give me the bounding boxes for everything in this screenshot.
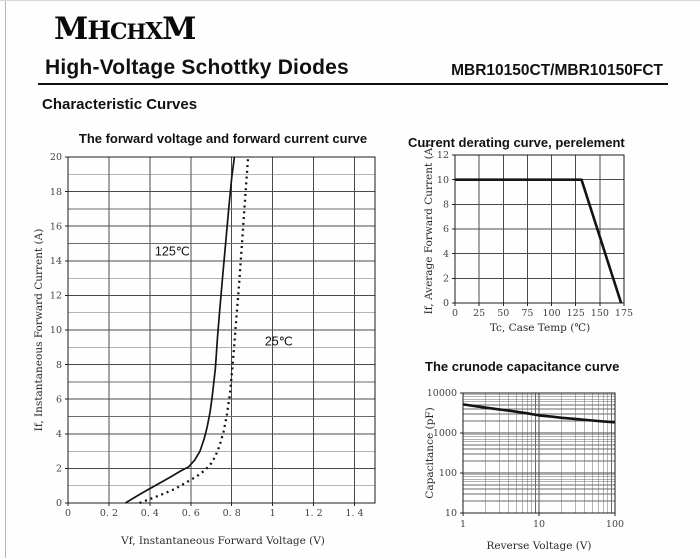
x-axis-label: Tc, Case Temp (℃) xyxy=(489,322,591,334)
brand-logo-letter: X xyxy=(145,18,163,45)
part-number: MBR10150CT/MBR10150FCT xyxy=(451,62,663,79)
svg-text:0. 4: 0. 4 xyxy=(140,508,159,519)
svg-text:1: 1 xyxy=(459,519,467,530)
svg-text:10: 10 xyxy=(444,508,457,520)
svg-text:150: 150 xyxy=(590,308,609,319)
svg-text:125: 125 xyxy=(566,308,585,319)
svg-text:175: 175 xyxy=(614,308,634,319)
chart-title: The crunode capacitance curve xyxy=(425,359,620,374)
svg-text:0: 0 xyxy=(64,508,72,519)
svg-text:10: 10 xyxy=(532,519,546,530)
y-axis-label: If, Instantaneous Forward Current (A) xyxy=(33,228,45,432)
forward-voltage-current-chart xyxy=(30,127,395,551)
y-axis-label: If, Average Forward Current (A) xyxy=(423,143,435,315)
svg-text:100: 100 xyxy=(438,468,457,480)
chart-title: Current derating curve, perelement xyxy=(408,135,625,150)
svg-text:0. 2: 0. 2 xyxy=(99,508,119,519)
svg-text:0: 0 xyxy=(55,498,62,510)
page-border-top xyxy=(0,0,700,1)
svg-text:2: 2 xyxy=(442,273,449,285)
brand-logo xyxy=(54,11,196,47)
svg-text:1: 1 xyxy=(269,508,276,519)
svg-text:2: 2 xyxy=(55,463,62,475)
header-rule xyxy=(38,83,668,85)
section-heading: Characteristic Curves xyxy=(42,96,198,113)
tick-labels xyxy=(50,152,364,519)
svg-text:8: 8 xyxy=(442,199,449,211)
grid-lines xyxy=(68,157,375,503)
tick-labels xyxy=(427,388,624,530)
svg-text:4: 4 xyxy=(55,429,62,440)
current-derating-chart xyxy=(400,132,700,344)
page-border-left xyxy=(5,0,6,558)
svg-text:0: 0 xyxy=(442,298,449,310)
svg-text:4: 4 xyxy=(442,248,449,260)
svg-text:0: 0 xyxy=(451,308,459,319)
y-axis-label: Capacitance (pF) xyxy=(424,407,436,499)
svg-text:0. 8: 0. 8 xyxy=(222,508,241,519)
svg-text:18: 18 xyxy=(49,186,62,198)
svg-text:16: 16 xyxy=(49,221,62,233)
svg-text:8: 8 xyxy=(55,359,62,371)
svg-text:10000: 10000 xyxy=(426,388,457,400)
brand-logo-letter: H xyxy=(87,16,110,45)
svg-text:12: 12 xyxy=(436,150,449,162)
svg-text:25: 25 xyxy=(473,308,486,319)
svg-text:6: 6 xyxy=(55,394,62,406)
brand-logo-letter: M xyxy=(162,11,196,47)
capacitance-chart xyxy=(400,352,700,558)
chart-series xyxy=(455,180,621,303)
series-derating xyxy=(455,180,621,303)
svg-text:75: 75 xyxy=(521,308,534,319)
brand-logo-letter: H xyxy=(126,19,146,44)
svg-text:100: 100 xyxy=(542,308,561,319)
curve-label: 25℃ xyxy=(264,334,293,349)
curve-label: 125℃ xyxy=(154,244,190,259)
svg-text:14: 14 xyxy=(49,256,62,267)
x-axis-label: Reverse Voltage (V) xyxy=(486,540,592,552)
x-axis-label: Vf, Instantaneous Forward Voltage (V) xyxy=(121,535,325,547)
chart-title: The forward voltage and forward current curve xyxy=(78,131,368,146)
document-title: High-Voltage Schottky Diodes xyxy=(45,56,349,79)
svg-text:50: 50 xyxy=(497,308,510,319)
svg-text:1. 4: 1. 4 xyxy=(345,508,364,519)
svg-text:100: 100 xyxy=(605,519,625,530)
tick-labels xyxy=(437,150,633,319)
svg-text:20: 20 xyxy=(49,152,62,164)
svg-text:10: 10 xyxy=(49,325,62,337)
svg-text:1000: 1000 xyxy=(432,428,457,440)
svg-text:1. 2: 1. 2 xyxy=(304,508,323,519)
brand-logo-letter: M xyxy=(54,11,88,47)
svg-text:12: 12 xyxy=(49,290,62,302)
svg-text:6: 6 xyxy=(442,224,449,236)
svg-text:0. 6: 0. 6 xyxy=(181,508,200,519)
grid-lines xyxy=(463,393,615,513)
svg-text:10: 10 xyxy=(436,174,449,186)
brand-logo-letter: C xyxy=(109,19,127,45)
